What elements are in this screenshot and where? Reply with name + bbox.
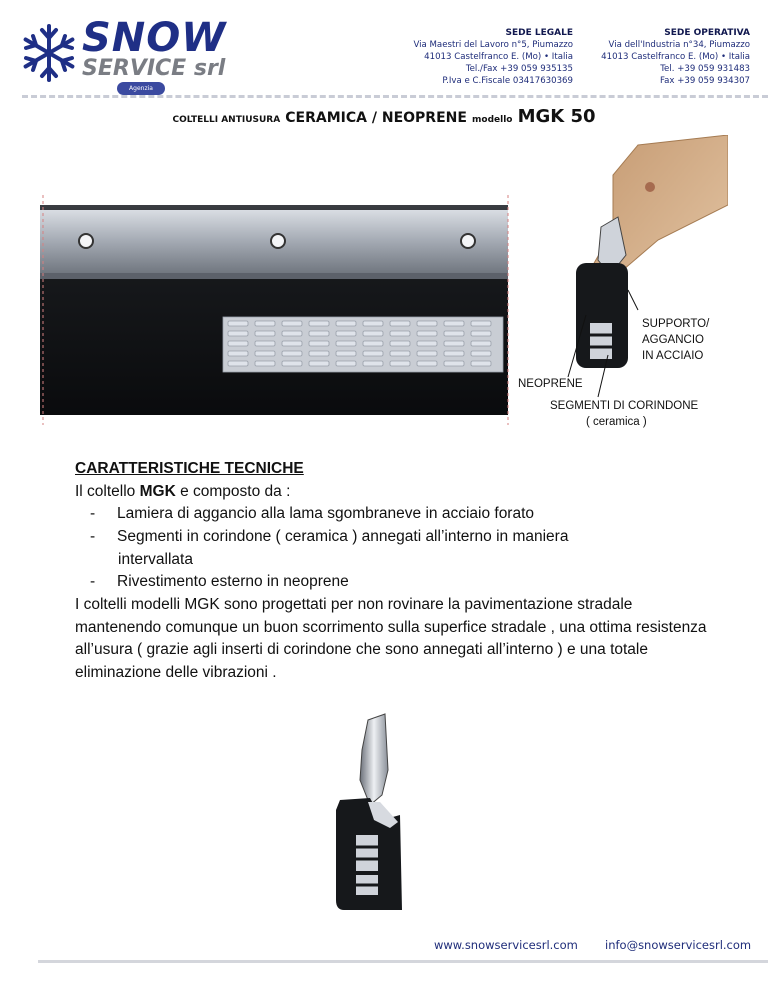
spec-bullet xyxy=(90,503,534,526)
specs-intro-text: Il coltello xyxy=(75,483,140,500)
ceramic-segment xyxy=(228,331,248,336)
description-paragraph: I coltelli modelli MGK sono progettati per non rovinare la pavimentazione stradale mantenendo comunque un buon scorrimento sulla superfice stradale , una ottima resistenza all’usura ( grazie agli inserti di corindone che sono annegati all’interno ) e una totale eliminazione delle vibrazioni . xyxy=(75,596,707,681)
ceramic-segment xyxy=(363,331,383,336)
label-supporto: AGGANCIO xyxy=(642,334,704,346)
sede-operativa-line: Via dell'Industria n°34, Piumazzo xyxy=(608,40,750,50)
footer-email-link[interactable]: info@snowservicesrl.com xyxy=(605,938,752,952)
label-supporto: IN ACCIAIO xyxy=(642,350,704,362)
header-divider xyxy=(22,95,768,98)
specs-intro-text: e composto da : xyxy=(175,483,291,500)
ceramic-segment xyxy=(363,321,383,326)
ceramic-segment xyxy=(282,331,302,336)
ceramic-segment xyxy=(336,331,356,336)
spec-bullet-text: Lamiera di aggancio alla lama sgombraneve in acciaio forato xyxy=(117,505,535,522)
spec-bullet xyxy=(90,526,568,549)
ceramic-segment xyxy=(309,361,329,366)
ceramic-segment xyxy=(444,321,464,326)
ceramic-segment xyxy=(255,331,275,336)
ceramic-segment xyxy=(390,361,410,366)
ceramic-segment xyxy=(228,341,248,346)
ceramic-segment xyxy=(282,341,302,346)
blade-profile-photo xyxy=(330,710,440,920)
label-segmenti: SEGMENTI DI CORINDONE xyxy=(550,400,699,412)
ceramic-segment xyxy=(363,351,383,356)
sede-operativa-address xyxy=(550,27,750,87)
ceramic-segment xyxy=(417,321,437,326)
spec-bullet xyxy=(90,571,349,594)
document-title xyxy=(0,106,768,127)
ceramic-segment xyxy=(390,331,410,336)
ceramic-segment xyxy=(255,341,275,346)
title-part-4: MGK 50 xyxy=(517,106,596,127)
ceramic-segment xyxy=(336,321,356,326)
specs-intro-model: MGK xyxy=(139,483,176,500)
title-part-1: COLTELLI ANTIUSURA xyxy=(172,115,281,125)
footer-website-link[interactable]: www.snowservicesrl.com xyxy=(434,938,578,952)
ceramic-segment xyxy=(255,321,275,326)
specs-intro xyxy=(75,481,290,504)
ceramic-segment xyxy=(444,361,464,366)
ceramic-segment xyxy=(390,321,410,326)
spec-bullet-text: Segmenti in corindone ( ceramica ) annegati all’interno in maniera xyxy=(117,528,569,545)
logo-word-snow: SNOW xyxy=(82,15,227,61)
ceramic-segment xyxy=(309,341,329,346)
title-part-2: CERAMICA / NEOPRENE xyxy=(285,110,467,126)
ceramic-segment xyxy=(444,351,464,356)
ceramic-segments xyxy=(223,317,503,372)
ceramic-segment xyxy=(471,351,491,356)
bullet-dash: - xyxy=(90,505,96,522)
bolt-hole xyxy=(271,234,285,248)
ceramic-segment xyxy=(282,351,302,356)
label-segmenti: ( ceramica ) xyxy=(586,416,647,428)
ceramic-segment xyxy=(336,351,356,356)
bullet-dash: - xyxy=(90,573,96,590)
sede-legale-address xyxy=(373,27,573,87)
spec-bullet-continuation: intervallata xyxy=(118,551,193,568)
footer-divider xyxy=(38,960,768,963)
ceramic-segment xyxy=(444,341,464,346)
sede-operativa-heading: SEDE OPERATIVA xyxy=(664,28,750,38)
ceramic-segment xyxy=(471,321,491,326)
bolt-hole xyxy=(461,234,475,248)
ceramic-segment xyxy=(255,361,275,366)
ceramic-segment xyxy=(417,351,437,356)
ceramic-segment xyxy=(417,341,437,346)
logo-word-service: SERVICE srl xyxy=(82,56,226,81)
sede-operativa-line: Tel. +39 059 931483 xyxy=(660,64,750,74)
sede-operativa-line: 41013 Castelfranco E. (Mo) • Italia xyxy=(601,52,750,62)
ceramic-segment xyxy=(363,361,383,366)
ceramic-segment xyxy=(471,331,491,336)
label-supporto: SUPPORTO/ xyxy=(642,318,710,330)
ceramic-segment xyxy=(444,331,464,336)
title-part-3: modello xyxy=(472,115,513,125)
product-photo xyxy=(38,135,728,435)
ceramic-segment xyxy=(417,331,437,336)
ceramic-segment xyxy=(228,321,248,326)
sede-legale-line: Tel./Fax +39 059 935135 xyxy=(465,64,573,74)
ceramic-segment xyxy=(363,341,383,346)
ceramic-segment xyxy=(471,341,491,346)
sede-legale-line: P.Iva e C.Fiscale 03417630369 xyxy=(442,76,573,86)
ceramic-segment xyxy=(282,321,302,326)
ceramic-segment xyxy=(336,341,356,346)
ceramic-segment xyxy=(309,321,329,326)
ceramic-segment xyxy=(255,351,275,356)
ceramic-segment xyxy=(336,361,356,366)
ceramic-segment xyxy=(309,351,329,356)
ceramic-segment xyxy=(228,361,248,366)
sede-operativa-line: Fax +39 059 934307 xyxy=(659,76,750,86)
specs-heading: CARATTERISTICHE TECNICHE xyxy=(75,460,304,477)
ceramic-segment xyxy=(282,361,302,366)
ceramic-segment xyxy=(390,351,410,356)
ceramic-segment xyxy=(228,351,248,356)
spec-bullet-text: Rivestimento esterno in neoprene xyxy=(117,573,349,590)
sede-legale-line: 41013 Castelfranco E. (Mo) • Italia xyxy=(424,52,573,62)
ceramic-segment xyxy=(390,341,410,346)
bullet-dash: - xyxy=(90,528,96,545)
sede-legale-line: Via Maestri del Lavoro n°5, Piumazzo xyxy=(413,40,573,50)
ceramic-segment xyxy=(471,361,491,366)
ceramic-segment xyxy=(417,361,437,366)
sede-legale-heading: SEDE LEGALE xyxy=(505,28,573,38)
bolt-hole xyxy=(79,234,93,248)
logo-badge: Agenzia xyxy=(117,82,165,95)
snowflake-icon xyxy=(18,22,80,84)
ceramic-segment xyxy=(309,331,329,336)
company-logo xyxy=(0,0,240,100)
label-neoprene: NEOPRENE xyxy=(518,378,583,390)
